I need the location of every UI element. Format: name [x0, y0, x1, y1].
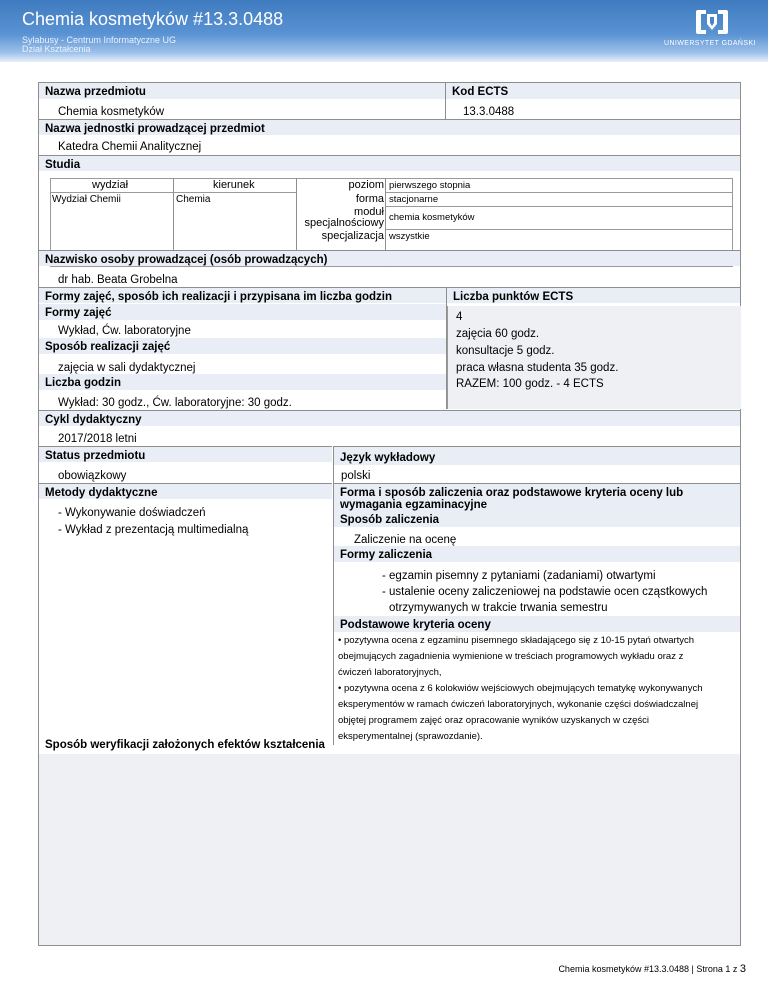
forma-value: stacjonarne — [389, 194, 439, 205]
methods-label: Metody dydaktyczne — [39, 483, 332, 499]
ects-code-label: Kod ECTS — [446, 83, 740, 99]
modul-value: chemia kosmetyków — [389, 212, 475, 223]
forms-type-label: Formy zajęć — [39, 304, 446, 320]
poziom-label: poziom — [348, 179, 384, 191]
criteria-line: obejmujących zagadnienia wymienione w treściach programowych wykładu oraz z — [338, 651, 684, 662]
col-kierunek-header: kierunek — [213, 179, 255, 191]
page-header — [0, 0, 768, 62]
specjalizacja-label: specjalizacja — [321, 230, 384, 242]
criteria-text — [338, 633, 738, 745]
poziom-value: pierwszego stopnia — [389, 180, 471, 191]
assessment-label-line-1: Forma i sposób zaliczenia oraz podstawowe kryteria oceny lub — [340, 487, 684, 499]
col-wydzial-header: wydział — [92, 179, 129, 191]
ects-points-box — [447, 306, 741, 409]
ects-line: praca własna studenta 35 godz. — [456, 362, 619, 374]
modul-label-1: moduł — [354, 206, 384, 218]
assessment-label — [334, 483, 740, 511]
assessment-label-line-2: wymagania egzaminacyjne — [340, 499, 488, 511]
specjalizacja-value: wszystkie — [389, 231, 430, 242]
teacher-label: Nazwisko osoby prowadzącej (osób prowadzących) — [39, 250, 740, 266]
criteria-line: • pozytywna ocena z egzaminu pisemnego składającego się z 10-15 pytań otwartych — [338, 635, 695, 646]
kierunek-value: Chemia — [176, 194, 211, 205]
method-item: - Wykonywanie doświadczeń — [58, 507, 206, 519]
forms-label: Formy zajęć, sposób ich realizacji i przypisana im liczba godzin — [39, 287, 446, 303]
criteria-line: • pozytywna ocena z 6 kolokwiów wejściowych obejmujących tematykę wykonywanych — [338, 683, 703, 694]
method-item: - Wykład z prezentacją multimedialną — [58, 524, 249, 536]
language-value: polski — [341, 470, 371, 482]
ects-points-label: Liczba punktów ECTS — [447, 287, 740, 303]
cycle-value: 2017/2018 letni — [58, 433, 137, 445]
assessment-form-line: - ustalenie oceny zaliczeniowej na podstawie ocen cząstkowych — [382, 586, 708, 598]
criteria-line: eksperymentalnej (sprawozdanie). — [338, 731, 483, 742]
assessment-method-label: Sposób zaliczenia — [334, 511, 740, 527]
wydzial-value: Wydział Chemii — [52, 194, 121, 205]
ects-line: zajęcia 60 godz. — [456, 328, 540, 340]
status-label: Status przedmiotu — [39, 446, 332, 462]
footer-text: Chemia kosmetyków #13.3.0488 | Strona 1 z — [558, 964, 740, 974]
assessment-form-line: - egzamin pisemny z pytaniami (zadaniami) otwartymi — [382, 570, 656, 582]
hours-value: Wykład: 30 godz., Ćw. laboratoryjne: 30 godz. — [58, 397, 292, 409]
footer-total-pages: 3 — [739, 963, 746, 975]
forms-type-value: Wykład, Ćw. laboratoryjne — [58, 325, 191, 337]
divider — [445, 83, 446, 120]
header-line-2: Dział Kształcenia — [22, 44, 91, 54]
verification-content — [39, 754, 740, 945]
criteria-label: Podstawowe kryteria oceny — [334, 616, 740, 632]
assessment-form-line: otrzymywanych w trakcie trwania semestru — [389, 602, 608, 614]
university-name: UNIWERSYTET GDAŃSKI — [664, 40, 756, 47]
forms-method-value: zajęcia w sali dydaktycznej — [58, 362, 196, 374]
page-footer — [558, 963, 746, 975]
course-name-label: Nazwa przedmiotu — [39, 83, 445, 99]
assessment-method-value: Zaliczenie na ocenę — [354, 534, 457, 546]
verification-label: Sposób weryfikacji założonych efektów kształcenia — [45, 739, 325, 751]
criteria-line: objętej programem zajęć oraz opracowanie wyników uzyskanych w części — [338, 715, 649, 726]
cycle-label: Cykl dydaktyczny — [39, 410, 740, 426]
language-label: Język wykładowy — [334, 446, 740, 465]
ects-code-value: 13.3.0488 — [463, 106, 515, 118]
assessment-forms-label: Formy zaliczenia — [334, 546, 740, 562]
divider — [385, 229, 733, 230]
page-title: Chemia kosmetyków #13.3.0488 — [22, 9, 284, 29]
forms-method-label: Sposób realizacji zajęć — [39, 338, 446, 354]
forma-label: forma — [355, 193, 384, 205]
studia-label: Studia — [39, 155, 740, 171]
ects-line: konsultacje 5 godz. — [456, 345, 555, 357]
status-value: obowiązkowy — [58, 470, 127, 482]
ects-line: RAZEM: 100 godz. - 4 ECTS — [456, 378, 604, 390]
unit-value: Katedra Chemii Analitycznej — [58, 141, 202, 153]
university-logo-icon — [692, 8, 732, 36]
header-line-1: Sylabusy - Centrum Informatyczne UG — [22, 35, 177, 45]
hours-label: Liczba godzin — [39, 374, 446, 390]
course-name-value: Chemia kosmetyków — [58, 106, 165, 118]
divider — [50, 192, 296, 193]
divider — [385, 206, 733, 207]
criteria-line: ćwiczeń laboratoryjnych, — [338, 667, 442, 678]
criteria-line: eksperymentów w ramach ćwiczeń laboratoryjnych, wykonanie części doświadczalnej — [338, 699, 699, 710]
teacher-value: dr hab. Beata Grobelna — [58, 274, 178, 286]
unit-label: Nazwa jednostki prowadzącej przedmiot — [39, 119, 740, 135]
ects-line: 4 — [456, 311, 463, 323]
divider — [385, 192, 733, 193]
modul-label-2: specjalnościowy — [304, 217, 384, 229]
